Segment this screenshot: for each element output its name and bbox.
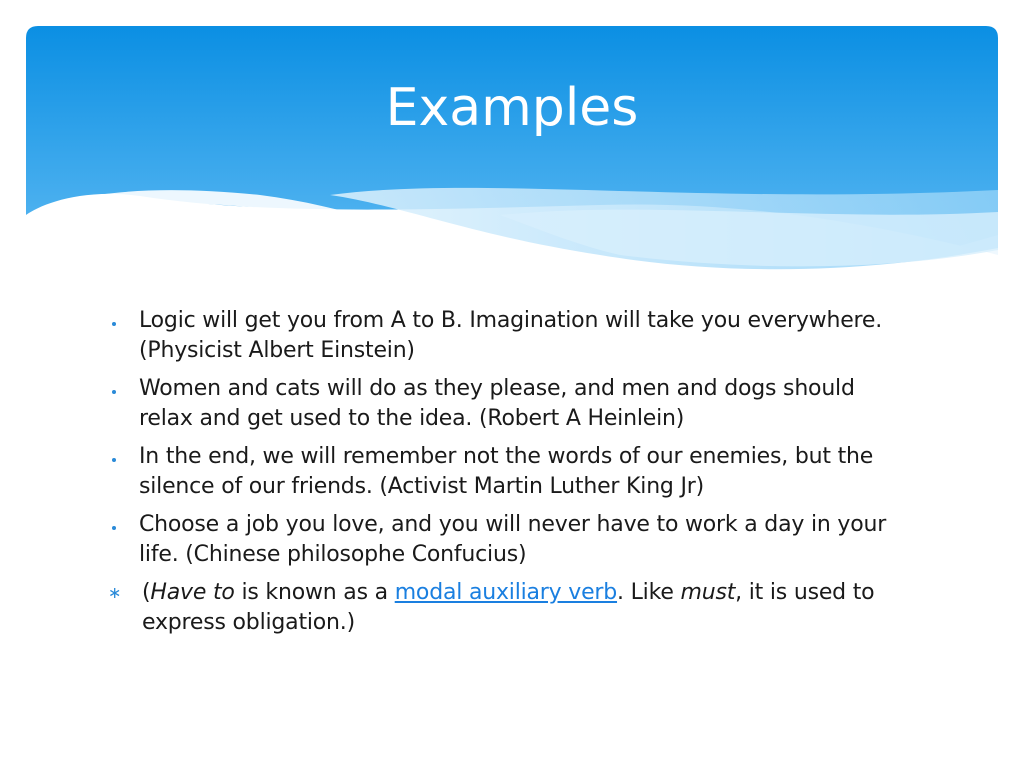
bullet-dot-icon	[112, 322, 116, 326]
note-text-3: , it is used to express obligation.)	[142, 580, 875, 635]
list-item-text: Choose a job you love, and you will never have to work a day in your life. (Chinese philosophe Confucius)	[139, 512, 887, 567]
note-text-1: is known as a	[234, 580, 395, 605]
title-banner	[0, 0, 1024, 300]
asterisk-bullet-icon: ∗	[108, 583, 122, 602]
list-item	[100, 306, 900, 366]
slide-title: Examples	[385, 78, 639, 138]
note-open-paren: (	[142, 580, 151, 605]
list-item	[100, 510, 900, 570]
list-item-text: Logic will get you from A to B. Imagination will take you everywhere. (Physicist Albert Einstein)	[139, 308, 883, 363]
note-text-2: . Like	[617, 580, 681, 605]
list-item	[100, 442, 900, 502]
list-item-text: Women and cats will do as they please, and men and dogs should relax and get used to the idea. (Robert A Heinlein)	[139, 376, 855, 431]
note-italic-have-to: Have to	[150, 580, 235, 605]
note-item	[100, 578, 900, 638]
bullet-dot-icon	[112, 458, 116, 462]
modal-auxiliary-verb-link[interactable]: modal auxiliary verb	[394, 580, 618, 605]
list-item-text: In the end, we will remember not the words of our enemies, but the silence of our friends. (Activist Martin Luther King Jr)	[139, 444, 874, 499]
bullet-list	[100, 306, 900, 646]
note-italic-must: must	[680, 580, 736, 605]
list-item	[100, 374, 900, 434]
banner-wave-graphic	[0, 0, 1024, 300]
bullet-dot-icon	[112, 526, 116, 530]
bullet-dot-icon	[112, 390, 116, 394]
